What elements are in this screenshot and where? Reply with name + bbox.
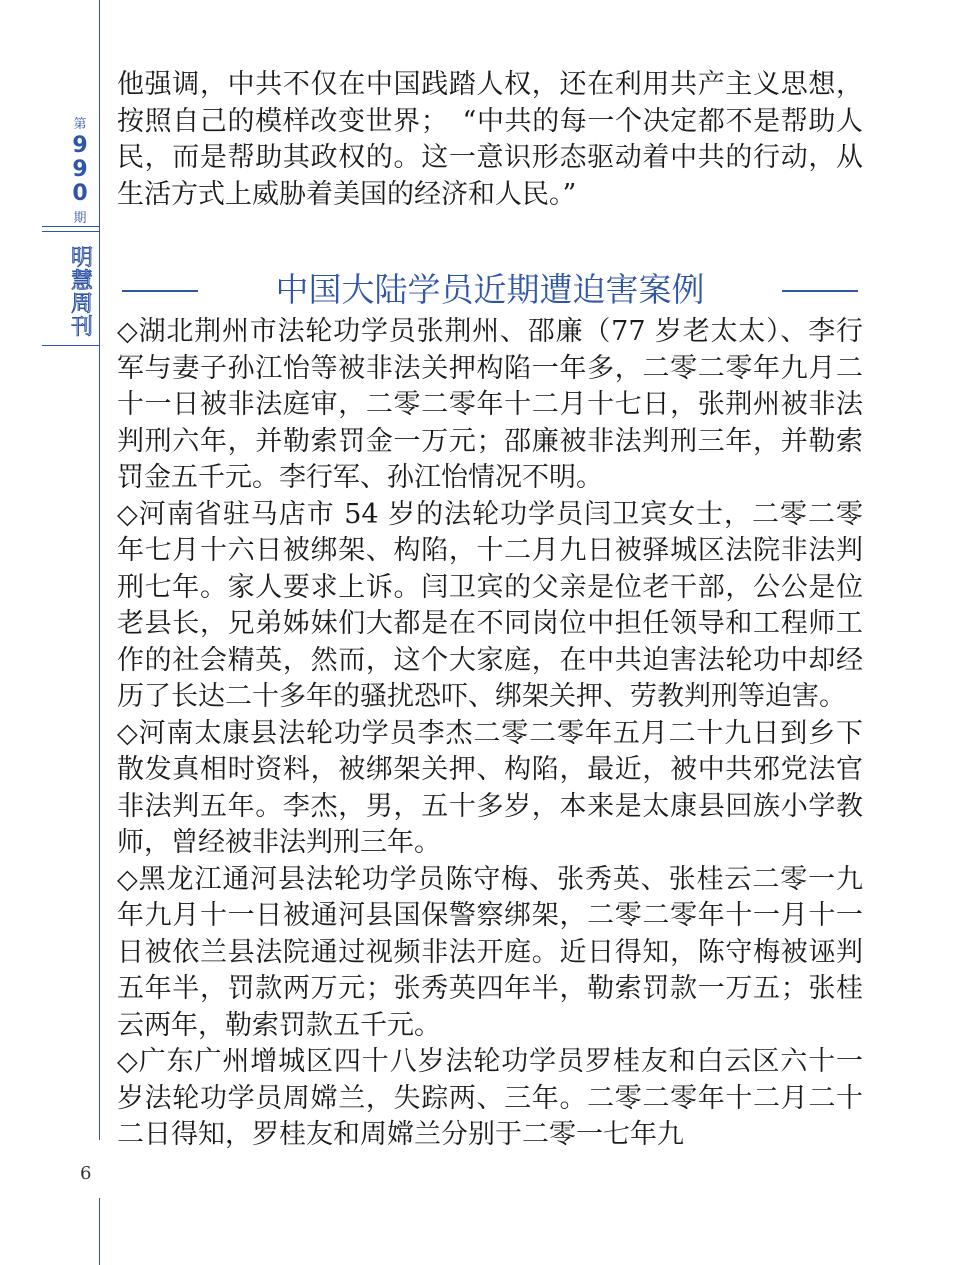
issue-suffix: 期 [73,211,87,226]
case-item: ◇广东广州增城区四十八岁法轮功学员罗桂友和白云区六十一岁法轮功学员周嫦兰，失踪两、三年。二零二零年十二月二十二日得知，罗桂友和周嫦兰分别于二零一七年九 [117,1046,863,1150]
heading-rule-right [782,290,858,292]
magazine-char-1: 明 [70,246,93,271]
section-title: 中国大陆学员近期遭迫害案例 [275,270,705,309]
sidebar-divider-top-2 [42,231,99,232]
issue-digit-1: 9 [72,133,88,158]
issue-digit-3: 0 [72,181,88,206]
sidebar-vertical-rule-bottom [99,1198,100,1265]
case-list [117,314,863,1154]
case-item: ◇湖北荆州市法轮功学员张荆州、邵廉（77 岁老太太）、李行军与妻子孙江怡等被非法关押构陷一年多，二零二零年九月二十一日被非法庭审，二零二零年十二月十七日，张荆州被非法判刑六年，并勒索罚金一万元；邵廉被非法判刑三年，并勒索罚金五千元。李行军、孙江怡情况不明。 [117,316,863,493]
magazine-char-2: 慧 [70,269,93,294]
page-number: 6 [80,1163,92,1184]
case-item: ◇黑龙江通河县法轮功学员陈守梅、张秀英、张桂云二零一九年九月十一日被通河县国保警察绑架，二零二零年十一月十一日被依兰县法院通过视频非法开庭。近日得知，陈守梅被诬判五年半，罚款两万元；张秀英四年半，勒索罚款一万五；张桂云两年，勒索罚款五千元。 [117,863,863,1041]
case-item: ◇河南省驻马店市 54 岁的法轮功学员闫卫宾女士，二零二零年七月十六日被绑架、构陷，十二月九日被驿城区法院非法判刑七年。家人要求上诉。闫卫宾的父亲是位老干部，公公是位老县长，兄弟姊妹们大都是在不同岗位中担任领导和工程师工作的社会精英，然而，这个大家庭，在中共迫害法轮功中却经历了长达二十多年的骚扰恐吓、绑架关押、劳教判刑等迫害。 [117,498,863,712]
magazine-char-3: 周 [70,292,93,317]
section-heading [117,268,863,312]
intro-block [117,67,863,213]
case-item: ◇河南太康县法轮功学员李杰二零二零年五月二十九日到乡下散发真相时资料，被绑架关押、构陷，最近，被中共邪党法官非法判五年。李杰，男，五十多岁，本来是太康县回族小学教师，曾经被非法判刑三年。 [117,717,863,858]
sidebar-divider-top [42,226,99,227]
sidebar-divider-bottom [42,345,99,346]
issue-prefix: 第 [73,117,87,132]
issue-digit-2: 9 [72,157,88,182]
magazine-char-4: 刊 [70,315,93,340]
intro-paragraph: 他强调，中共不仅在中国践踏人权，还在利用共产主义思想，按照自己的模样改变世界； “中共的每一个决定都不是帮助人民，而是帮助其政权的。这一意识形态驱动着中共的行动，从生活方式上威胁着美国的经济和人民。” [117,69,863,210]
